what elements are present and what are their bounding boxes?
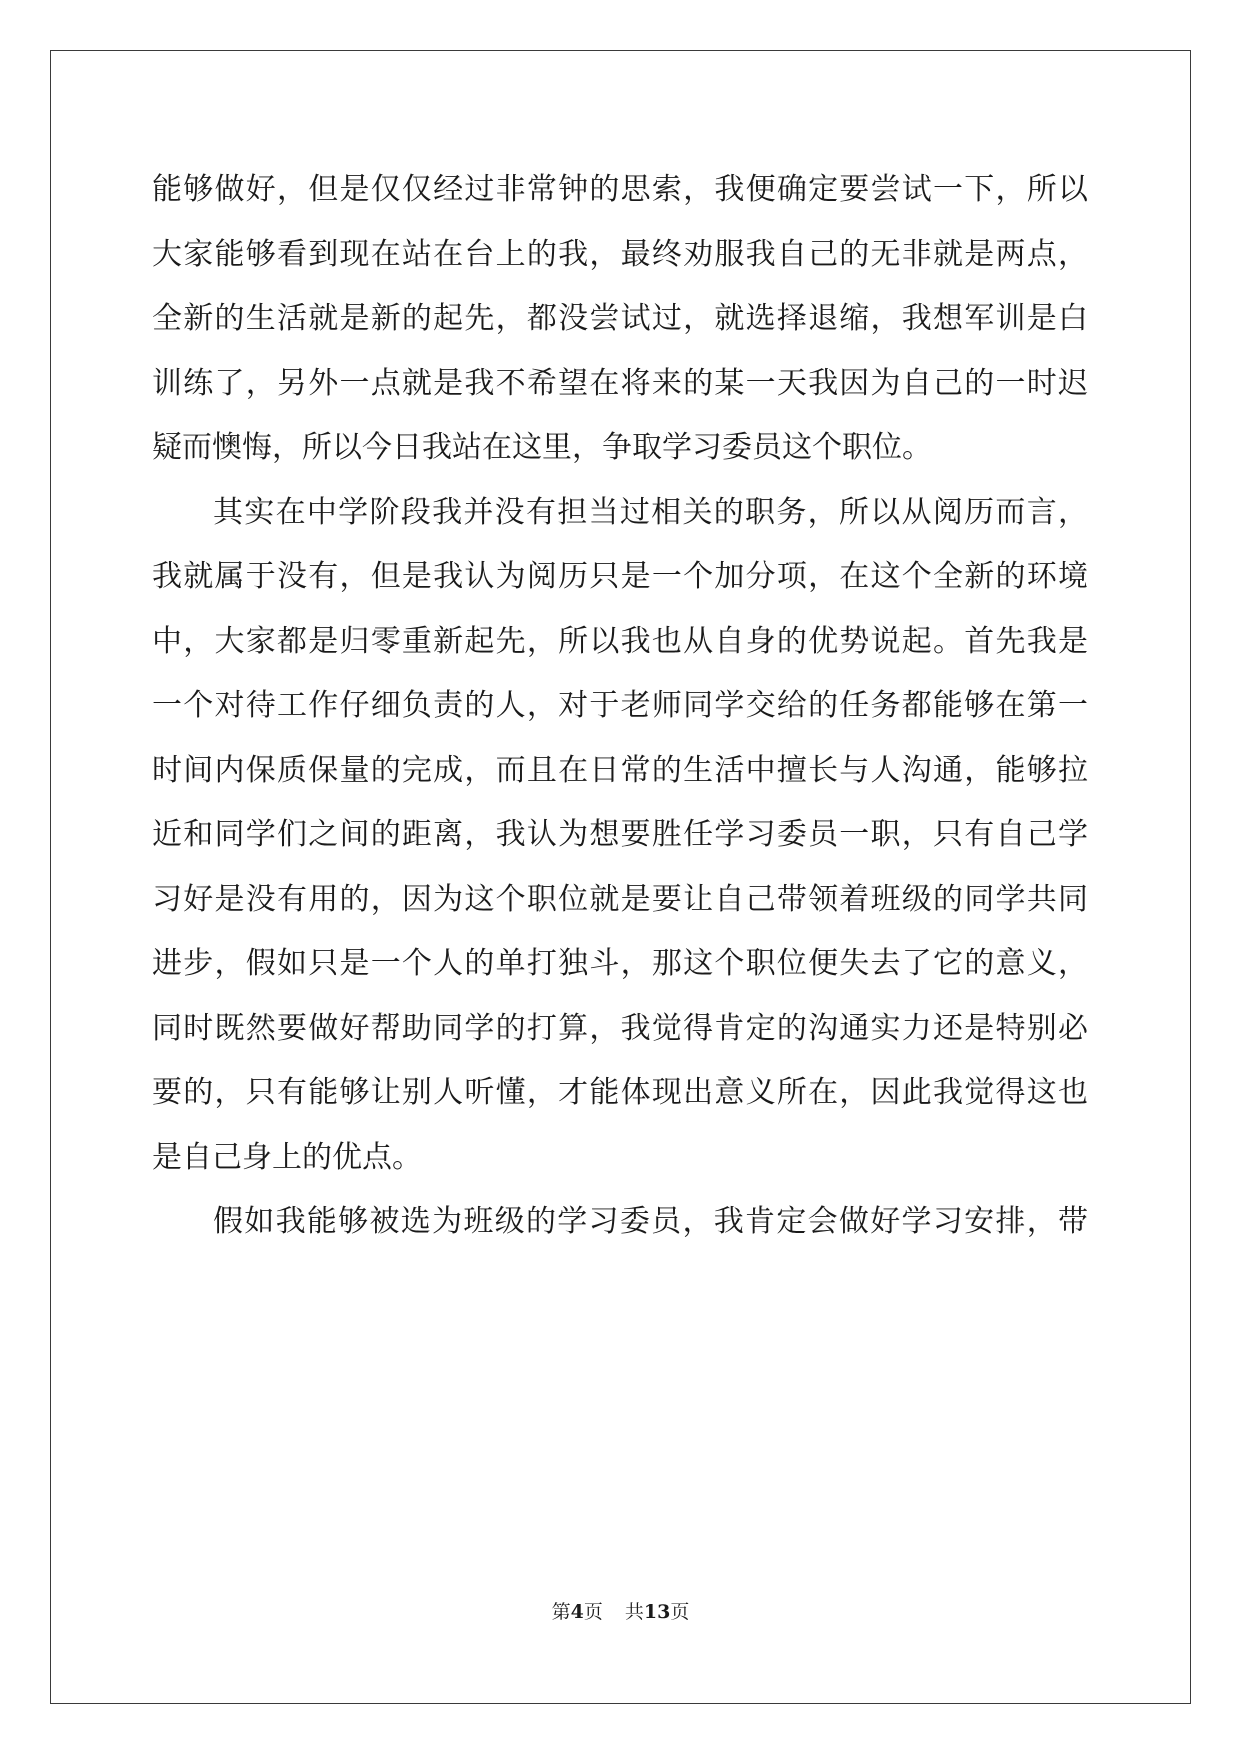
paragraph-first-line: 其实在中学阶段我并没有担当过相关的职务，所以从阅历而言， <box>213 494 1088 530</box>
current-page-number: 4 <box>570 1601 584 1623</box>
text-line: 习好是没有用的，因为这个职位就是要让自己带领着班级的同学共同 <box>152 881 1088 917</box>
text-line: 要的，只有能够让别人听懂，才能体现出意义所在，因此我觉得这也 <box>152 1075 1088 1110</box>
footer-page-suffix: 页 <box>583 1601 603 1623</box>
page-footer <box>0 1597 1241 1624</box>
text-line: 训练了，另外一点就是我不希望在将来的某一天我因为自己的一时迟 <box>152 365 1088 401</box>
footer-total-prefix: 共 <box>624 1601 644 1623</box>
text-line: 一个对待工作仔细负责的人，对于老师同学交给的任务都能够在第一 <box>152 688 1088 723</box>
text-line: 同时既然要做好帮助同学的打算，我觉得肯定的沟通实力还是特别必 <box>152 1010 1088 1046</box>
body-text <box>152 158 1088 1255</box>
text-line: 是自己身上的优点。 <box>152 1139 422 1175</box>
paragraph-first-line: 假如我能够被选为班级的学习委员，我肯定会做好学习安排，带 <box>213 1204 1088 1239</box>
text-line: 疑而懊悔，所以今日我站在这里，争取学习委员这个职位。 <box>152 430 932 465</box>
footer-total-suffix: 页 <box>670 1601 690 1623</box>
text-line: 近和同学们之间的距离，我认为想要胜任学习委员一职，只有自己学 <box>152 817 1088 852</box>
text-line: 中，大家都是归零重新起先，所以我也从自身的优势说起。首先我是 <box>152 623 1088 659</box>
text-line: 我就属于没有，但是我认为阅历只是一个加分项，在这个全新的环境 <box>152 559 1088 594</box>
text-line: 大家能够看到现在站在台上的我，最终劝服我自己的无非就是两点， <box>152 236 1088 272</box>
total-page-count: 13 <box>643 1601 671 1623</box>
text-line: 进步，假如只是一个人的单打独斗，那这个职位便失去了它的意义， <box>152 946 1088 981</box>
text-line: 能够做好，但是仅仅经过非常钟的思索，我便确定要尝试一下，所以 <box>152 172 1088 207</box>
text-line: 时间内保质保量的完成，而且在日常的生活中擅长与人沟通，能够拉 <box>152 752 1088 788</box>
text-line: 全新的生活就是新的起先，都没尝试过，就选择退缩，我想军训是白 <box>152 301 1088 336</box>
footer-prefix: 第 <box>551 1601 571 1623</box>
